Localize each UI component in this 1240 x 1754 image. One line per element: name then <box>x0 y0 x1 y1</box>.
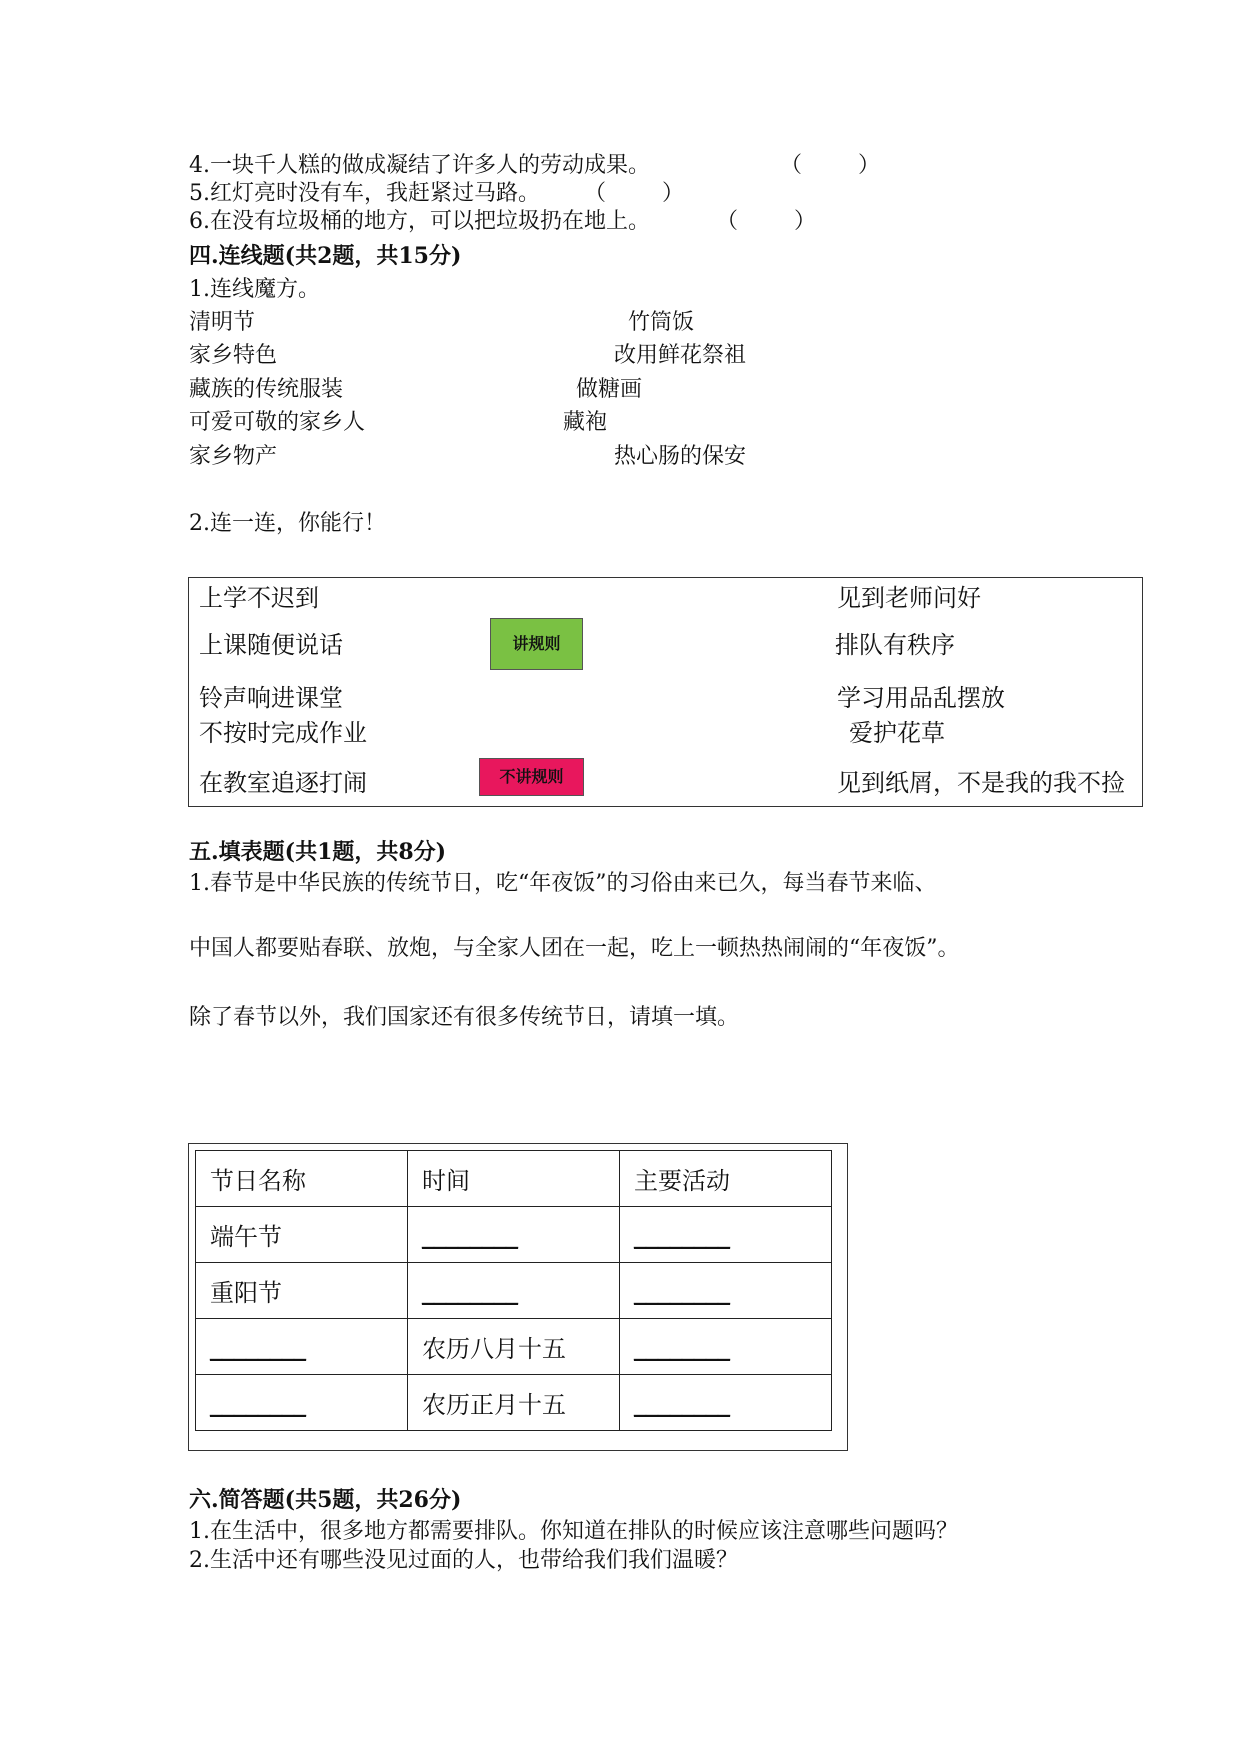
table-cell-blank[interactable]: ________ <box>620 1375 832 1431</box>
section-5-heading: 五.填表题(共1题，共8分) <box>189 839 447 865</box>
table-row <box>196 1263 832 1319</box>
judge-item-5: 5.红灯亮时没有车，我赶紧过马路。 <box>189 181 540 206</box>
table-cell-blank[interactable]: ________ <box>196 1375 408 1431</box>
rule-item-right-2[interactable]: 排队有秩序 <box>835 631 955 659</box>
judge-item-6: 6.在没有垃圾桶的地方，可以把垃圾扔在地上。 <box>189 209 650 234</box>
rule-item-right-3[interactable]: 学习用品乱摆放 <box>837 684 1005 712</box>
rule-item-right-4[interactable]: 爱护花草 <box>849 719 945 747</box>
table-cell-blank[interactable]: ________ <box>620 1319 832 1375</box>
section-6-heading: 六.简答题(共5题，共26分) <box>189 1487 462 1513</box>
table-cell-blank[interactable]: ________ <box>408 1207 620 1263</box>
match-left-4[interactable]: 可爱可敬的家乡人 <box>189 410 366 435</box>
break-rules-button[interactable]: 不讲规则 <box>479 758 584 796</box>
rule-item-left-4[interactable]: 不按时完成作业 <box>199 719 367 747</box>
question-4-1: 1.连线魔方。 <box>189 277 320 302</box>
match-right-1[interactable]: 竹筒饭 <box>628 310 695 335</box>
section-5-paragraph-1: 1.春节是中华民族的传统节日，吃“年夜饭”的习俗由来已久，每当春节来临、 <box>189 871 937 896</box>
match-right-5[interactable]: 热心肠的保安 <box>614 444 747 469</box>
section-5-paragraph-2: 中国人都要贴春联、放炮，与全家人团在一起，吃上一顿热热闹闹的“年夜饭”。 <box>189 936 960 961</box>
table-row <box>196 1319 832 1375</box>
connect-box <box>188 577 1143 807</box>
answer-paren-6[interactable]: （ ） <box>716 209 816 234</box>
rule-item-right-1[interactable]: 见到老师问好 <box>837 584 981 612</box>
answer-paren-5[interactable]: （ ） <box>584 181 684 206</box>
rule-item-left-1[interactable]: 上学不迟到 <box>199 584 319 612</box>
match-right-4[interactable]: 藏袍 <box>563 410 608 435</box>
section-4-heading: 四.连线题(共2题，共15分) <box>189 243 462 269</box>
table-cell-blank[interactable]: ________ <box>620 1263 832 1319</box>
match-right-3[interactable]: 做糖画 <box>576 377 643 402</box>
table-cell: 端午节 <box>196 1207 408 1263</box>
festival-table <box>195 1150 832 1431</box>
table-header-cell: 主要活动 <box>620 1151 832 1207</box>
rule-item-right-5[interactable]: 见到纸屑，不是我的我不捡 <box>837 769 1125 797</box>
table-header-cell: 节日名称 <box>196 1151 408 1207</box>
section-5-paragraph-3: 除了春节以外，我们国家还有很多传统节日，请填一填。 <box>189 1005 740 1030</box>
match-left-1[interactable]: 清明节 <box>189 310 256 335</box>
question-4-2: 2.连一连，你能行！ <box>189 511 386 536</box>
table-cell: 农历正月十五 <box>408 1375 620 1431</box>
judge-item-4: 4.一块千人糕的做成凝结了许多人的劳动成果。 <box>189 153 650 178</box>
match-left-2[interactable]: 家乡特色 <box>189 343 278 368</box>
table-cell-blank[interactable]: ________ <box>408 1263 620 1319</box>
answer-paren-4[interactable]: （ ） <box>780 153 880 178</box>
question-6-2: 2.生活中还有哪些没见过面的人，也带给我们我们温暖？ <box>189 1548 738 1573</box>
match-left-5[interactable]: 家乡物产 <box>189 444 278 469</box>
table-header-row <box>196 1151 832 1207</box>
match-left-3[interactable]: 藏族的传统服装 <box>189 377 344 402</box>
table-cell-blank[interactable]: ________ <box>196 1319 408 1375</box>
question-6-1: 1.在生活中，很多地方都需要排队。你知道在排队的时候应该注意哪些问题吗？ <box>189 1519 958 1544</box>
table-row <box>196 1375 832 1431</box>
table-row <box>196 1207 832 1263</box>
table-cell: 重阳节 <box>196 1263 408 1319</box>
rule-item-left-5[interactable]: 在教室追逐打闹 <box>199 769 367 797</box>
match-right-2[interactable]: 改用鲜花祭祖 <box>614 343 747 368</box>
table-cell: 农历八月十五 <box>408 1319 620 1375</box>
table-cell-blank[interactable]: ________ <box>620 1207 832 1263</box>
table-header-cell: 时间 <box>408 1151 620 1207</box>
follow-rules-button[interactable]: 讲规则 <box>490 618 583 670</box>
rule-item-left-3[interactable]: 铃声响进课堂 <box>199 684 343 712</box>
rule-item-left-2[interactable]: 上课随便说话 <box>199 631 343 659</box>
